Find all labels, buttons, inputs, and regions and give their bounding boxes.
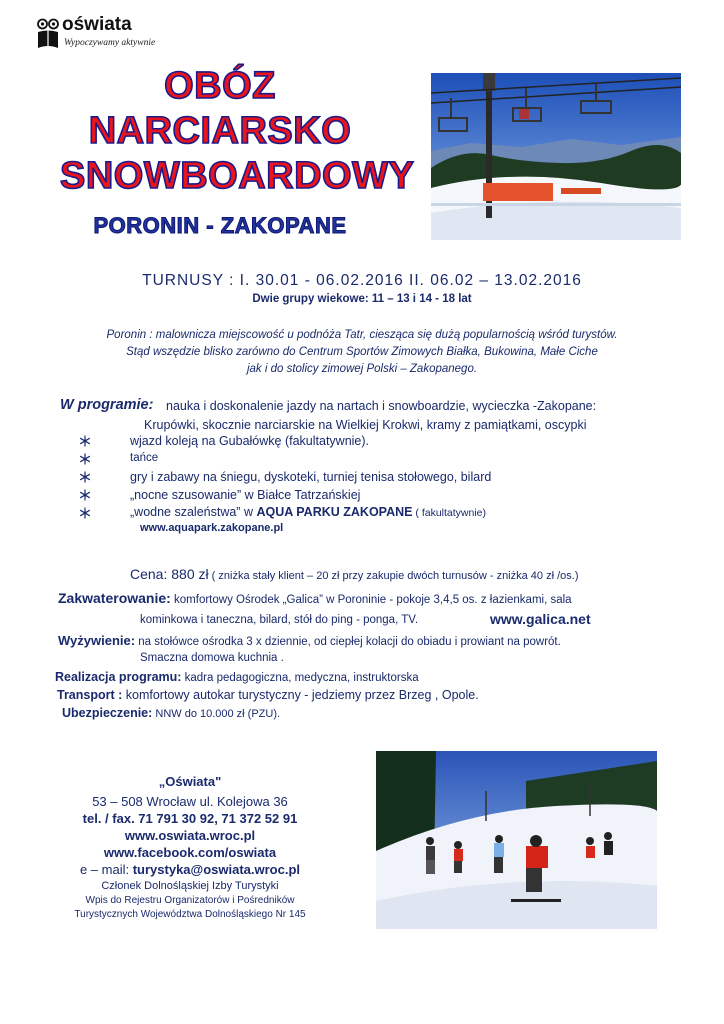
logo-tagline: Wypoczywamy aktywnie [64, 38, 156, 48]
snowflake-bullet-icon [79, 471, 91, 483]
meals-label: Wyżywienie: [58, 633, 136, 648]
accommodation-row [58, 590, 572, 606]
price-note: ( zniżka stały klient – 20 zł przy zakupie dwóch turnusów - zniżka 40 zł /os.) [208, 570, 579, 582]
footer-email-prefix: e – mail: [79, 862, 133, 877]
aqua-prefix: „wodne szaleństwa” w [130, 505, 257, 519]
description-line-3: jak i do stolicy zimowej Polski – Zakopanego. [246, 363, 478, 375]
program-bullet-5 [130, 505, 486, 519]
meals-row [58, 633, 561, 648]
realization-row [55, 670, 419, 684]
realization-label: Realizacja programu: [55, 670, 182, 684]
price-label: Cena: 880 zł [130, 566, 209, 582]
title-line-2: NARCIARSKO [88, 110, 352, 152]
insurance-row [62, 706, 280, 720]
accommodation-line-2: kominkowa i taneczna, bilard, stół do ping - ponga, TV. [140, 614, 419, 626]
aqua-park-name: AQUA PARKU ZAKOPANE [256, 505, 413, 519]
ski-lift-photo [431, 73, 681, 240]
program-line-1: nauka i doskonalenie jazdy na nartach i snowboardzie, wycieczka -Zakopane: [166, 399, 597, 413]
accommodation-line-1: komfortowy Ośrodek „Galica” w Poroninie - pokoje 3,4,5 os. z łazienkami, sala [170, 594, 572, 606]
meals-line-1: na stołówce ośrodka 3 x dziennie, od ciepłej kolacji do obiadu i prowiant na powrót. [135, 636, 561, 648]
turnus-dates: TURNUSY : I. 30.01 - 06.02.2016 II. 06.02 – 13.02.2016 [142, 272, 582, 289]
footer-facebook-link[interactable]: www.facebook.com/oswiata [103, 845, 277, 860]
program-bullet-1: wjazd koleją na Gubałówkę (fakultatywnie). [130, 434, 370, 448]
footer-member: Członek Dolnośląskiej Izby Turystyki [101, 880, 279, 892]
snowflake-bullet-icon [79, 435, 91, 447]
meals-line-2: Smaczna domowa kuchnia . [140, 652, 284, 664]
program-bullet-4: „nocne szusowanie” w Białce Tatrzańskiej [130, 488, 361, 502]
footer-website-link[interactable]: www.oswiata.wroc.pl [124, 828, 256, 843]
footer-phone: tel. / fax. 71 791 30 92, 71 372 52 91 [82, 811, 298, 826]
program-line-2: Krupówki, skocznie narciarskie na Wielkiej Krokwi, kramy z pamiątkami, oscypki [144, 418, 587, 432]
transport-text: komfortowy autokar turystyczny - jedziemy przez Brzeg , Opole. [122, 688, 479, 702]
price-row [130, 566, 578, 582]
galica-link[interactable]: www.galica.net [490, 611, 591, 627]
accommodation-label: Zakwaterowanie: [58, 590, 171, 606]
transport-label: Transport : [57, 688, 123, 702]
footer-registry-2: Turystycznych Województwa Dolnośląskiego Nr 145 [74, 909, 306, 920]
title-line-3: SNOWBOARDOWY [60, 155, 415, 197]
footer-address: 53 – 508 Wrocław ul. Kolejowa 36 [92, 794, 288, 809]
location-subtitle: PORONIN - ZAKOPANE [93, 213, 347, 238]
realization-text: kadra pedagogiczna, medyczna, instruktorska [181, 672, 419, 684]
program-bullet-3: gry i zabawy na śniegu, dyskoteki, turniej tenisa stołowego, bilard [130, 470, 492, 484]
insurance-label: Ubezpieczenie: [62, 706, 153, 720]
program-label: W programie: [60, 397, 154, 413]
transport-row [57, 688, 479, 702]
footer-registry-1: Wpis do Rejestru Organizatorów i Pośredników [85, 895, 295, 906]
footer-email-link[interactable]: turystyka@oswiata.wroc.pl [132, 862, 301, 877]
description-line-1: Poronin : malownicza miejscowość u podnóża Tatr, ciesząca się dużą popularnością wśród turystów. [106, 329, 618, 341]
snowflake-bullet-icon [79, 507, 91, 519]
aqua-suffix: ( fakultatywnie) [412, 507, 487, 519]
description-line-2: Stąd wszędzie blisko zarówno do Centrum Sportów Zimowych Białka, Bukowina, Małe Ciche [126, 346, 598, 358]
footer-company-name: „Oświata" [158, 774, 222, 789]
age-groups: Dwie grupy wiekowe: 11 – 13 i 14 - 18 lat [252, 293, 472, 305]
aquapark-link[interactable]: www.aquapark.zakopane.pl [140, 522, 284, 534]
snowflake-bullet-icon [79, 489, 91, 501]
skiers-photo [376, 751, 657, 929]
program-bullet-2: tańce [130, 452, 159, 464]
title-line-1: OBÓZ [164, 65, 276, 107]
logo-name: oświata [62, 14, 132, 35]
snowflake-bullet-icon [79, 453, 91, 465]
insurance-text: NNW do 10.000 zł (PZU). [152, 708, 281, 720]
footer-email-row [40, 862, 340, 877]
owl-logo-icon [37, 18, 59, 52]
